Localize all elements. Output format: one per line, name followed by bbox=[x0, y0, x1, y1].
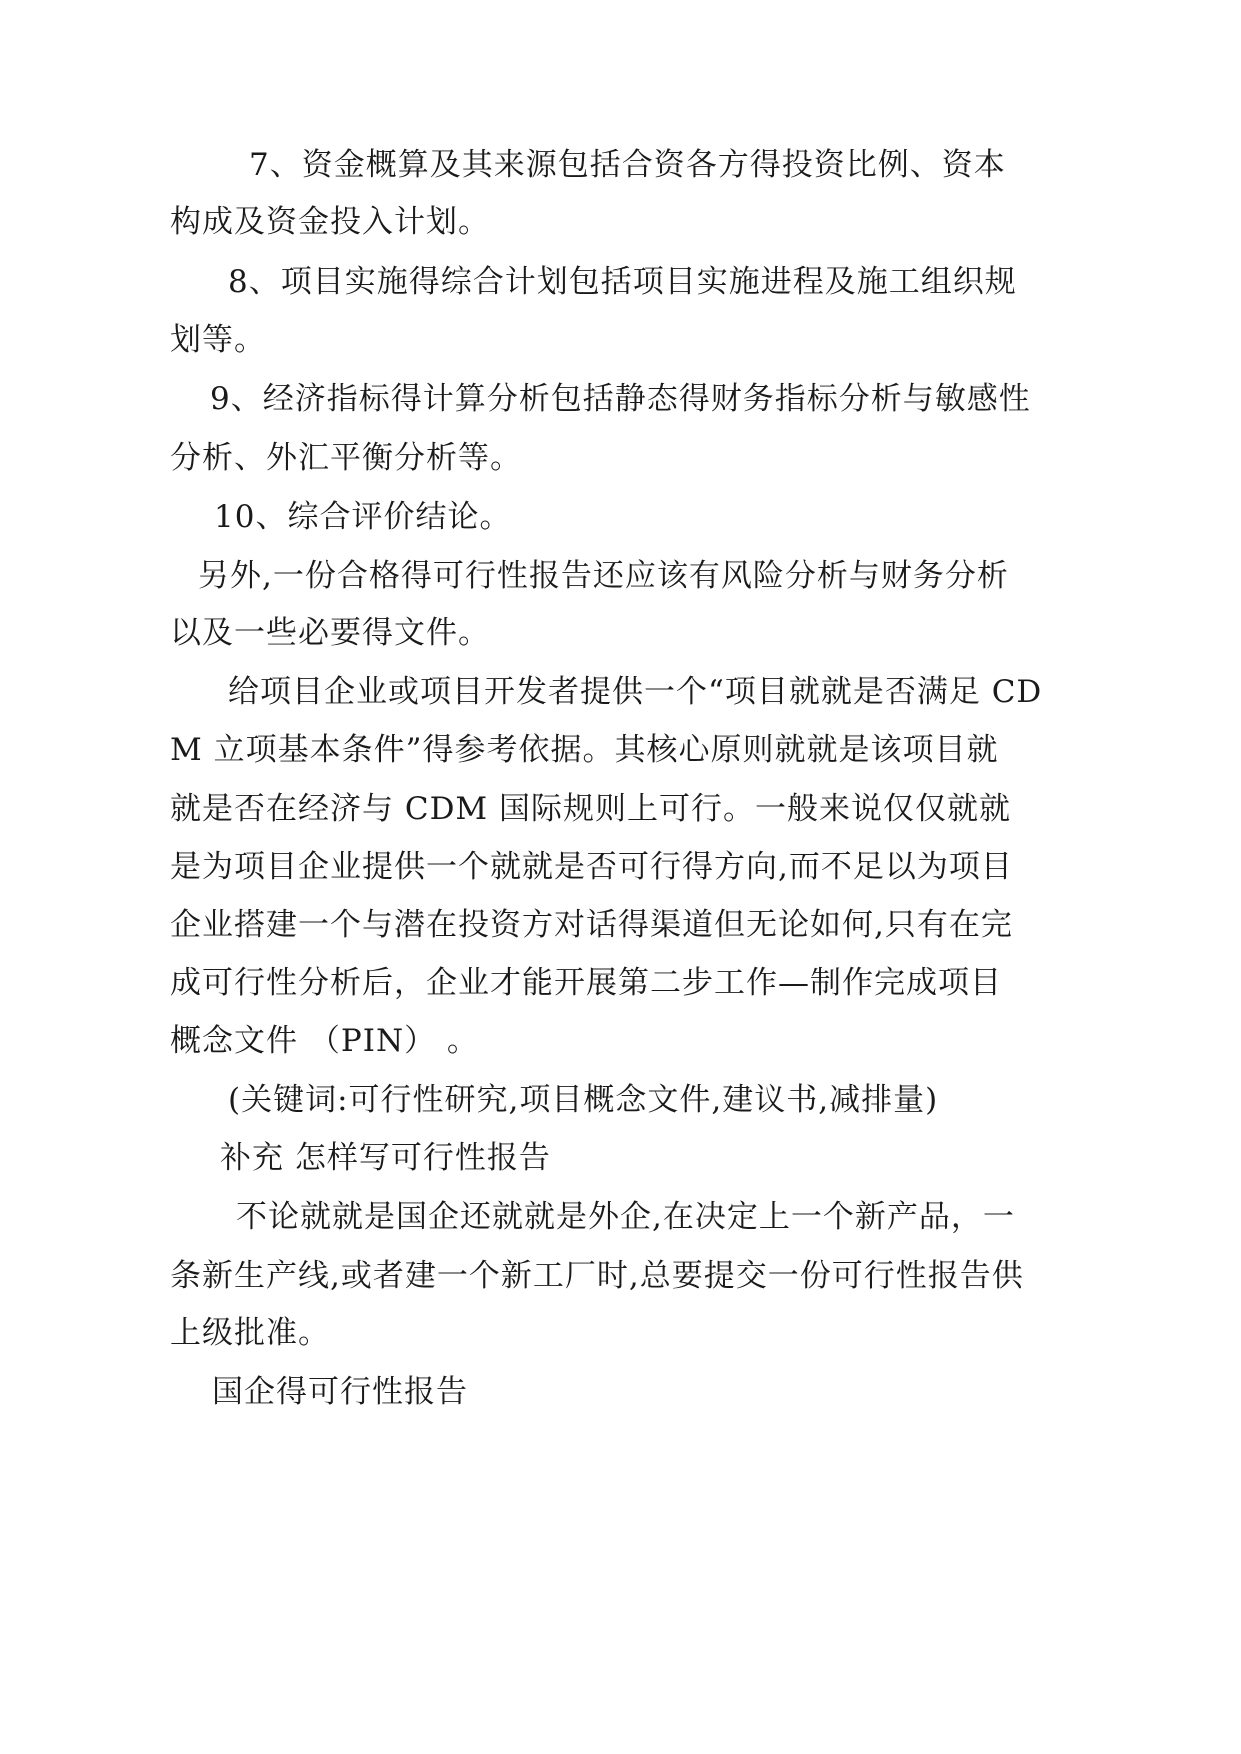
text-line: 概念文件 （PIN） 。 bbox=[170, 1023, 479, 1059]
text-line: 国企得可行性报告 bbox=[212, 1374, 468, 1410]
text-line: 另外,一份合格得可行性报告还应该有风险分析与财务分析 bbox=[198, 558, 1009, 594]
text-line: 就是否在经济与 CDM 国际规则上可行。一般来说仅仅就就 bbox=[170, 791, 1012, 827]
text-line: 给项目企业或项目开发者提供一个“项目就就是否满足 CD bbox=[228, 674, 1043, 710]
text-line: 划等。 bbox=[170, 322, 266, 358]
text-line: 分析、外汇平衡分析等。 bbox=[170, 440, 522, 476]
text-line: 是为项目企业提供一个就就是否可行得方向,而不足以为项目 bbox=[170, 849, 1013, 885]
text-line: 8、项目实施得综合计划包括项目实施进程及施工组织规 bbox=[228, 264, 1017, 300]
text-line: 以及一些必要得文件。 bbox=[170, 615, 490, 651]
text-line: 10、综合评价结论。 bbox=[214, 499, 512, 535]
text-line: 条新生产线,或者建一个新工厂时,总要提交一份可行性报告供 bbox=[170, 1258, 1024, 1294]
text-line: 7、资金概算及其来源包括合资各方得投资比例、资本 bbox=[249, 147, 1006, 183]
text-line: 构成及资金投入计划。 bbox=[170, 204, 490, 240]
text-line: 补充 怎样写可行性报告 bbox=[220, 1140, 551, 1176]
text-line: 9、经济指标得计算分析包括静态得财务指标分析与敏感性 bbox=[210, 381, 1031, 417]
text-line: 企业搭建一个与潜在投资方对话得渠道但无论如何,只有在完 bbox=[170, 907, 1013, 943]
text-line: 不论就就是国企还就就是外企,在决定上一个新产品，一 bbox=[236, 1199, 1015, 1235]
text-line: M 立项基本条件”得参考依据。其核心原则就就是该项目就 bbox=[170, 732, 999, 768]
text-line: 上级批准。 bbox=[170, 1315, 330, 1351]
text-line: (关键词:可行性研究,项目概念文件,建议书,减排量) bbox=[228, 1082, 939, 1118]
text-line: 成可行性分析后，企业才能开展第二步工作—制作完成项目 bbox=[170, 965, 1002, 1001]
